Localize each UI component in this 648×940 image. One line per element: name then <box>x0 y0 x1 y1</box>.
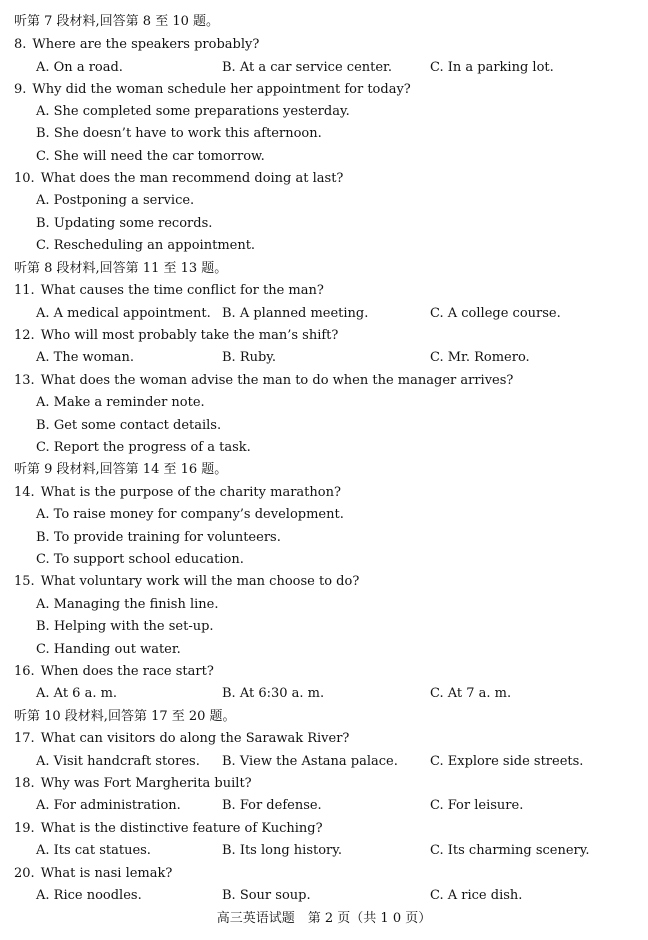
question-text: What is nasi lemak? <box>40 866 173 881</box>
question-19 <box>14 821 323 837</box>
question-14 <box>14 485 341 501</box>
question-number: 18. <box>14 776 35 791</box>
question-number: 13. <box>14 373 35 388</box>
section-header: 听第 8 段材料,回答第 11 至 13 题。 <box>14 261 228 276</box>
question-13 <box>14 373 513 389</box>
page-footer: 高三英语试题 第 2 页（共 1 0 页） <box>216 911 432 926</box>
option-12b: B. Ruby. <box>222 350 277 365</box>
option-11a: A. A medical appointment. <box>36 306 211 321</box>
question-text: Where are the speakers probably? <box>32 37 260 52</box>
question-8 <box>14 37 259 53</box>
question-16 <box>14 664 214 680</box>
option-18a: A. For administration. <box>36 798 181 813</box>
question-11 <box>14 283 324 299</box>
question-number: 15. <box>14 574 35 589</box>
question-9 <box>14 82 411 98</box>
option-16c: C. At 7 a. m. <box>430 686 512 701</box>
option-8b: B. At a car service center. <box>222 60 392 75</box>
option-19a: A. Its cat statues. <box>36 843 151 858</box>
option-16b: B. At 6:30 a. m. <box>222 686 325 701</box>
option-19b: B. Its long history. <box>222 843 343 858</box>
option-20a: A. Rice noodles. <box>36 888 142 903</box>
question-text: What voluntary work will the man choose to do? <box>40 574 360 589</box>
option-13c: C. Report the progress of a task. <box>36 440 251 455</box>
section-header: 听第 9 段材料,回答第 14 至 16 题。 <box>14 462 228 477</box>
option-17c: C. Explore side streets. <box>430 754 584 769</box>
question-15 <box>14 574 359 590</box>
option-12c: C. Mr. Romero. <box>430 350 530 365</box>
question-number: 19. <box>14 821 35 836</box>
option-14c: C. To support school education. <box>36 552 244 567</box>
option-15b: B. Helping with the set-up. <box>36 619 214 634</box>
question-text: What is the distinctive feature of Kuching? <box>40 821 323 836</box>
question-text: What causes the time conflict for the man? <box>40 283 324 298</box>
question-text: What is the purpose of the charity marathon? <box>40 485 341 500</box>
option-8c: C. In a parking lot. <box>430 60 554 75</box>
option-9a: A. She completed some preparations yesterday. <box>36 104 350 119</box>
option-14a: A. To raise money for company’s development. <box>36 507 344 522</box>
option-17b: B. View the Astana palace. <box>222 754 398 769</box>
option-14b: B. To provide training for volunteers. <box>36 530 281 545</box>
option-20b: B. Sour soup. <box>222 888 311 903</box>
question-12 <box>14 328 338 344</box>
option-11c: C. A college course. <box>430 306 561 321</box>
question-10 <box>14 171 343 187</box>
question-18 <box>14 776 252 792</box>
option-12a: A. The woman. <box>36 350 135 365</box>
option-15c: C. Handing out water. <box>36 642 181 657</box>
question-text: Why did the woman schedule her appointment for today? <box>32 82 411 97</box>
option-17a: A. Visit handcraft stores. <box>36 754 200 769</box>
question-number: 10. <box>14 171 35 186</box>
option-10c: C. Rescheduling an appointment. <box>36 238 256 253</box>
option-18b: B. For defense. <box>222 798 322 813</box>
option-16a: A. At 6 a. m. <box>36 686 118 701</box>
option-18c: C. For leisure. <box>430 798 524 813</box>
question-number: 12. <box>14 328 35 343</box>
section-header: 听第 10 段材料,回答第 17 至 20 题。 <box>14 709 236 724</box>
question-text: What does the woman advise the man to do when the manager arrives? <box>40 373 514 388</box>
option-13b: B. Get some contact details. <box>36 418 222 433</box>
option-8a: A. On a road. <box>36 60 123 75</box>
option-10a: A. Postponing a service. <box>36 193 195 208</box>
question-text: When does the race start? <box>40 664 214 679</box>
question-text: Who will most probably take the man’s shift? <box>40 328 339 343</box>
option-9c: C. She will need the car tomorrow. <box>36 149 265 164</box>
section-header: 听第 7 段材料,回答第 8 至 10 题。 <box>14 14 220 29</box>
question-number: 16. <box>14 664 35 679</box>
question-text: Why was Fort Margherita built? <box>40 776 252 791</box>
option-19c: C. Its charming scenery. <box>430 843 590 858</box>
question-number: 17. <box>14 731 35 746</box>
question-number: 9. <box>14 82 27 97</box>
question-number: 11. <box>14 283 35 298</box>
option-15a: A. Managing the finish line. <box>36 597 219 612</box>
option-11b: B. A planned meeting. <box>222 306 369 321</box>
option-10b: B. Updating some records. <box>36 216 213 231</box>
question-text: What does the man recommend doing at last? <box>40 171 344 186</box>
option-13a: A. Make a reminder note. <box>36 395 205 410</box>
question-17 <box>14 731 349 747</box>
option-9b: B. She doesn’t have to work this afternoon. <box>36 126 322 141</box>
question-number: 20. <box>14 866 35 881</box>
question-number: 14. <box>14 485 35 500</box>
question-number: 8. <box>14 37 27 52</box>
option-20c: C. A rice dish. <box>430 888 523 903</box>
question-20 <box>14 866 172 882</box>
question-text: What can visitors do along the Sarawak River? <box>40 731 350 746</box>
